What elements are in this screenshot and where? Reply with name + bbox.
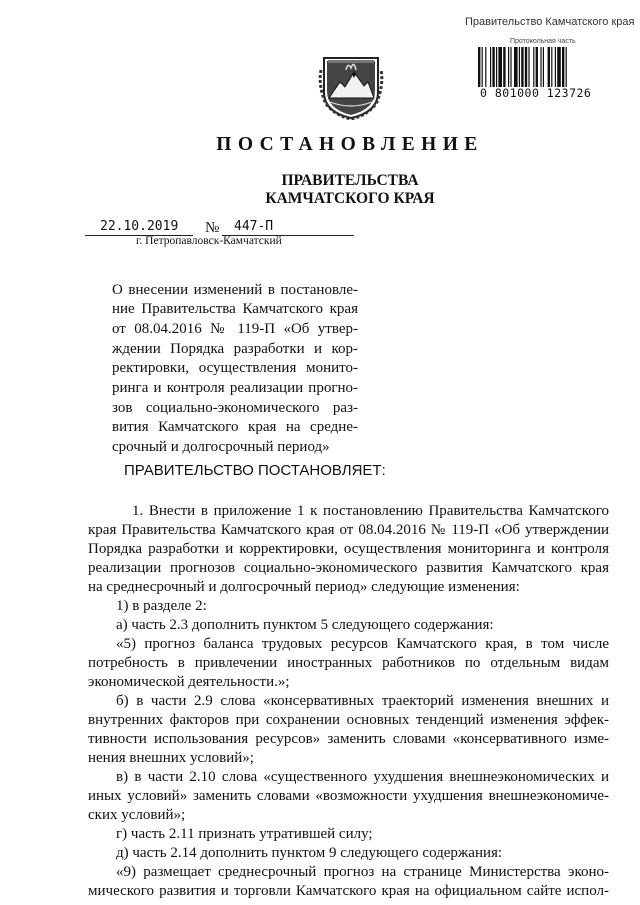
body-line: «5) прогноз баланса трудовых ресурсов Камчатского края, в том числе bbox=[116, 636, 609, 652]
body-line: иных условий» заменить словами «возможности ухудшения внешнеэкономиче- bbox=[88, 788, 609, 804]
subject-line: ректировки, осуществления монито- bbox=[112, 360, 358, 376]
body-line: «9) размещает среднесрочный прогноз на странице Министерства эконо- bbox=[116, 864, 609, 880]
body-line: б) в части 2.9 слова «консервативных траекторий изменения внешних и bbox=[116, 693, 609, 709]
body-line: края Правительства Камчатского края от 08.04.2016 № 119-П «Об утверждении bbox=[88, 522, 609, 538]
barcode-number: 0 801000 123726 bbox=[480, 86, 592, 100]
document-number: 447-П bbox=[234, 219, 274, 234]
body-line: в) в части 2.10 слова «существенного ухудшения внешнеэкономических и bbox=[116, 769, 609, 785]
body-line: тивности использования ресурсов» заменить словами «консервативного изме- bbox=[88, 731, 609, 747]
body-line: ских условий»; bbox=[88, 807, 186, 823]
body-line: мического развития и торговли Камчатского края на официальном сайте испол- bbox=[88, 883, 609, 899]
body-line: внутренних факторов при сохранении основных тенденций изменения эффек- bbox=[88, 712, 609, 728]
body-line: а) часть 2.3 дополнить пунктом 5 следующего содержания: bbox=[116, 617, 494, 633]
issuer-line-1: ПРАВИТЕЛЬСТВА bbox=[281, 172, 419, 189]
number-sign: № bbox=[205, 220, 220, 236]
body-line: г) часть 2.11 признать утратившей силу; bbox=[116, 826, 373, 842]
subject-line: вития Камчатского края на средне- bbox=[112, 419, 358, 435]
body-line: 1) в разделе 2: bbox=[116, 598, 207, 614]
kamchatka-coat-of-arms-icon bbox=[318, 52, 384, 120]
subject-line: ние Правительства Камчатского края bbox=[112, 301, 358, 317]
barcode bbox=[478, 47, 596, 87]
body-line: экономической деятельности.»; bbox=[88, 674, 290, 690]
decree-heading: ПРАВИТЕЛЬСТВО ПОСТАНОВЛЯЕТ: bbox=[124, 462, 386, 479]
body-line: на среднесрочный и долгосрочный период» следующие изменения: bbox=[88, 579, 520, 595]
subject-line: от 08.04.2016 № 119-П «Об утвер- bbox=[112, 321, 358, 337]
body-line: нения внешних условий»; bbox=[88, 750, 254, 766]
subject-line: ждении Порядка разработки и кор- bbox=[112, 341, 358, 357]
stamp-header: Правительство Камчатского края bbox=[465, 16, 635, 28]
body-line: д) часть 2.14 дополнить пунктом 9 следующего содержания: bbox=[116, 845, 503, 861]
stamp-subheader: Протокольная часть bbox=[510, 38, 576, 45]
body-line: потребность в привлечении иностранных работников по отдельным видам bbox=[88, 655, 609, 671]
body-line: реализации прогнозов социально-экономического развития Камчатского края bbox=[88, 560, 609, 576]
body-line: 1. Внести в приложение 1 к постановлению Правительства Камчатского bbox=[132, 503, 609, 519]
subject-line: ринга и контроля реализации прогно- bbox=[112, 380, 358, 396]
subject-line: срочный и долгосрочный период» bbox=[112, 439, 330, 455]
document-title: ПОСТАНОВЛЕНИЕ bbox=[216, 134, 484, 155]
body-line: Порядка разработки и корректировки, осуществления мониторинга и контроля bbox=[88, 541, 609, 557]
subject-line: О внесении изменений в постановле- bbox=[112, 282, 358, 298]
document-date: 22.10.2019 bbox=[100, 219, 179, 234]
issue-city: г. Петропавловск-Камчатский bbox=[136, 235, 282, 247]
issuer-line-2: КАМЧАТСКОГО КРАЯ bbox=[265, 190, 435, 207]
subject-line: зов социально-экономического раз- bbox=[112, 400, 358, 416]
